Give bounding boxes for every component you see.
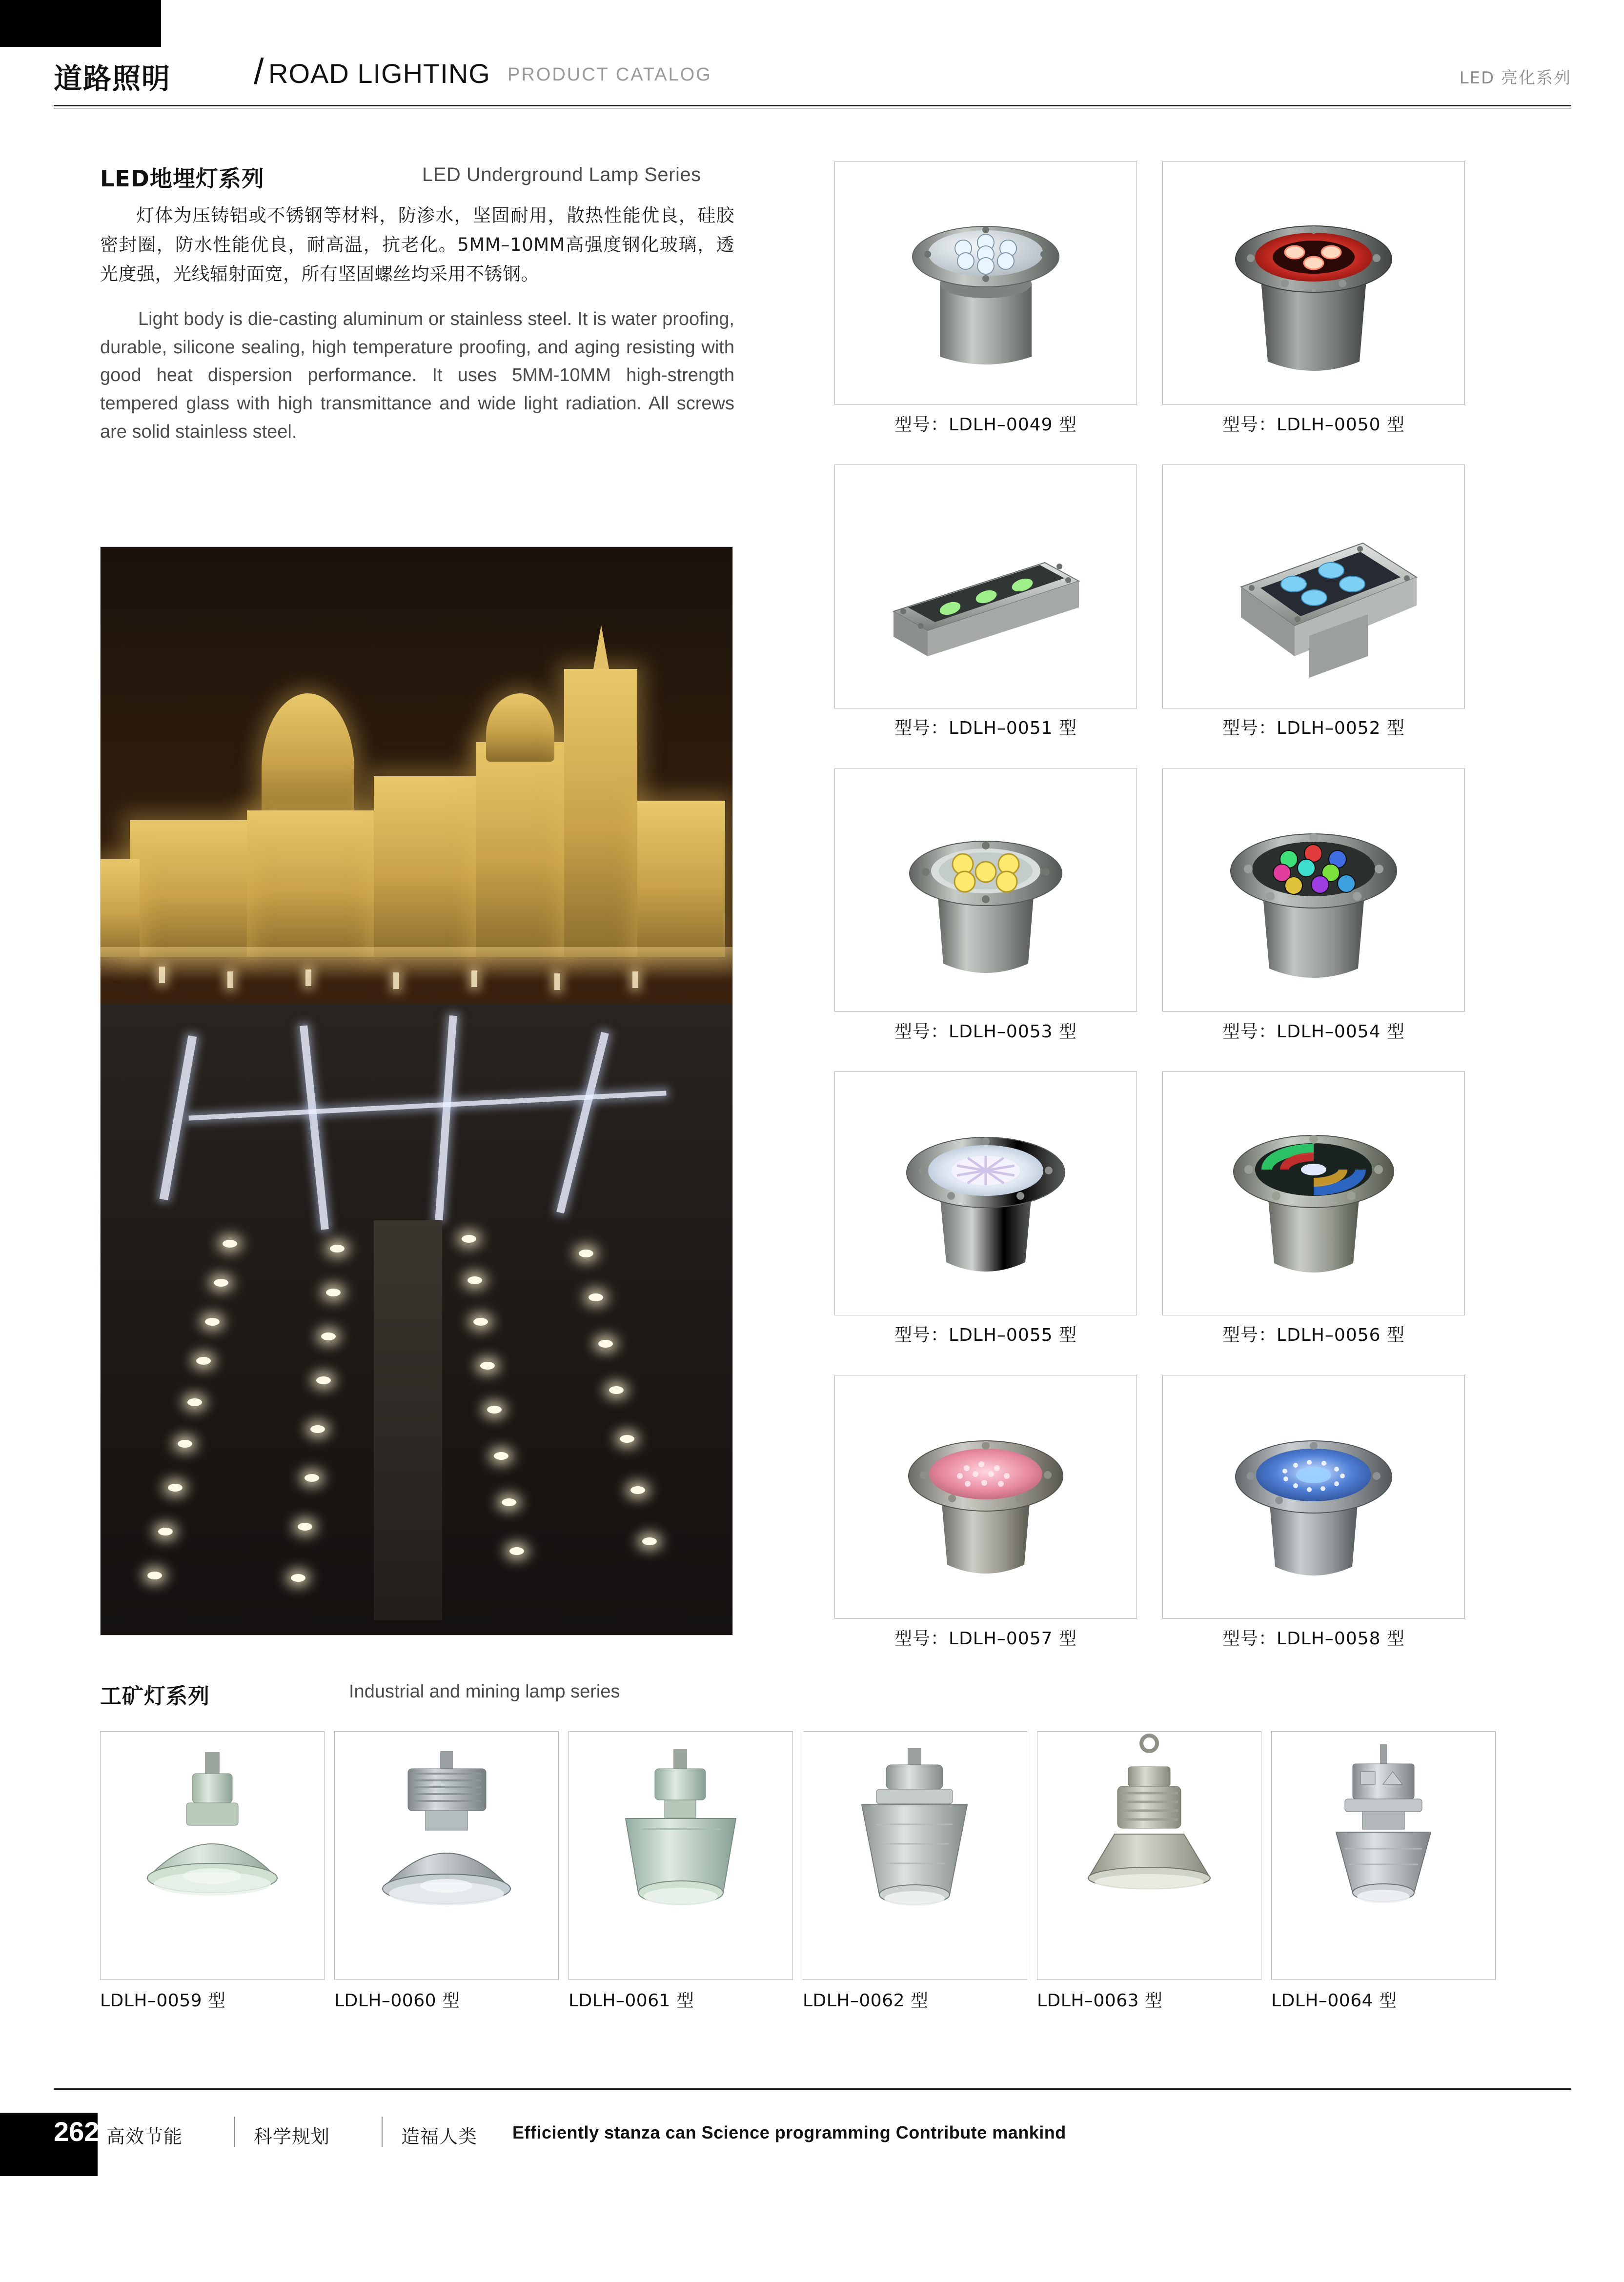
underground-section-title [100, 161, 759, 190]
product-caption: 型号：LDLH–0054 型 [1222, 1022, 1405, 1042]
product-image-0055 [834, 1071, 1137, 1315]
product-caption: LDLH–0064 型 [1271, 1991, 1397, 2011]
product-image-0057 [834, 1375, 1137, 1619]
product-cell[interactable] [834, 1375, 1137, 1649]
product-cell[interactable] [100, 1731, 325, 2011]
header-divider-thin [54, 108, 1571, 109]
industrial-title-en: Industrial and mining lamp series [349, 1681, 620, 1702]
product-caption: 型号：LDLH–0052 型 [1222, 718, 1405, 738]
product-cell[interactable] [1162, 464, 1465, 738]
lamp-art-round-rgb-swirl [1163, 1072, 1464, 1315]
product-cell[interactable] [1271, 1731, 1496, 2011]
product-caption: LDLH–0063 型 [1037, 1991, 1163, 2011]
lamp-art-round-blue-dense [1163, 1375, 1464, 1618]
industrial-product-grid [100, 1731, 1525, 2024]
description-cn: 灯体为压铸铝或不锈钢等材料，防渗水，坚固耐用，散热性能优良，硅胶密封圈，防水性能优良，耐高温，抗老化。5MM–10MM高强度钢化玻璃，透光度强，光线辐射面宽，所有坚固螺丝均采用不锈钢。 [100, 205, 734, 284]
industrial-section-title [100, 1678, 1271, 1708]
product-cell[interactable] [834, 464, 1137, 738]
lamp-art-highbay-dome-green [101, 1732, 324, 1979]
product-cell[interactable] [834, 161, 1137, 435]
lamp-art-round-star-white [835, 1072, 1137, 1315]
product-image-0052 [1162, 464, 1465, 708]
header-slash: / [254, 51, 264, 92]
product-caption: LDLH–0060 型 [334, 1991, 460, 2011]
product-image-0051 [834, 464, 1137, 708]
product-cell[interactable] [1162, 1375, 1465, 1649]
lamp-art-square-4led-blue [1163, 465, 1464, 708]
product-row [834, 1071, 1469, 1375]
lamp-art-round-7led-white [835, 162, 1137, 404]
product-caption: LDLH–0062 型 [803, 1991, 929, 2011]
underground-product-grid [834, 161, 1469, 1678]
product-caption: 型号：LDLH–0058 型 [1222, 1629, 1405, 1649]
product-caption: LDLH–0061 型 [568, 1991, 694, 2011]
header-corner-block [0, 0, 161, 47]
product-caption: 型号：LDLH–0056 型 [1222, 1325, 1405, 1345]
page-header [0, 47, 1624, 110]
header-title-cn: 道路照明 [54, 62, 171, 95]
lamp-art-round-5led-yellow [835, 768, 1137, 1011]
lamp-art-round-rgb-cluster [1163, 768, 1464, 1011]
product-caption: 型号：LDLH–0057 型 [894, 1629, 1077, 1649]
product-caption: 型号：LDLH–0055 型 [894, 1325, 1077, 1345]
underground-intro [100, 161, 759, 446]
footer-tagline-en: Efficiently stanza can Science programming Contribute mankind [512, 2122, 1066, 2142]
lamp-art-highbay-deep-green [569, 1732, 792, 1979]
section-title-cn: LED地埋灯系列 [100, 165, 264, 192]
product-caption: 型号：LDLH–0053 型 [894, 1022, 1077, 1042]
page-number: 262 [54, 2116, 100, 2147]
product-caption: 型号：LDLH–0049 型 [894, 415, 1077, 435]
product-image-0049 [834, 161, 1137, 405]
header-series-label: LED 亮化系列 [1459, 68, 1571, 88]
product-cell[interactable] [1162, 768, 1465, 1042]
product-caption: 型号：LDLH–0050 型 [1222, 415, 1405, 435]
product-image-0059 [100, 1731, 325, 1980]
description-en [100, 305, 734, 446]
product-cell[interactable] [334, 1731, 559, 2011]
product-image-0062 [803, 1731, 1027, 1980]
industrial-title-cn: 工矿灯系列 [100, 1684, 210, 1709]
description-en-text: Light body is die-casting aluminum or stainless steel. It is water proofing, durable, silicone sealing, high temperature proofing, and aging resisting with good heat dispersion performance. It uses 5MM-10MM high-strength tempered glass with high transmittance and wide light radiation. All screws are solid stainless steel. [100, 308, 734, 442]
footer-tagline-3: 造福人类 [401, 2126, 478, 2147]
product-image-0064 [1271, 1731, 1496, 1980]
hero-photo [100, 546, 733, 1636]
product-row [834, 1375, 1469, 1678]
lamp-art-highbay-bell-silver [803, 1732, 1027, 1979]
product-cell[interactable] [834, 1071, 1137, 1345]
product-image-0058 [1162, 1375, 1465, 1619]
product-image-0054 [1162, 768, 1465, 1012]
lamp-art-round-pink-dense [835, 1375, 1137, 1618]
product-cell[interactable] [803, 1731, 1027, 2011]
lamp-art-highbay-wide-finned [1037, 1732, 1261, 1979]
product-image-0061 [568, 1731, 793, 1980]
product-row [834, 161, 1469, 464]
footer-tagline-2: 科学规划 [254, 2126, 330, 2147]
lamp-art-highbay-tall-silver [1272, 1732, 1495, 1979]
header-subtitle: PRODUCT CATALOG [508, 64, 712, 85]
product-row [834, 768, 1469, 1071]
product-cell[interactable] [1037, 1731, 1261, 2011]
product-cell[interactable] [1162, 1071, 1465, 1345]
lamp-art-highbay-box-silver [335, 1732, 558, 1979]
product-image-0060 [334, 1731, 559, 1980]
product-cell[interactable] [1162, 161, 1465, 435]
product-cell[interactable] [834, 768, 1137, 1042]
product-cell[interactable] [568, 1731, 793, 2011]
product-image-0063 [1037, 1731, 1261, 1980]
product-image-0053 [834, 768, 1137, 1012]
header-divider [54, 105, 1571, 106]
footer-divider [54, 2088, 1571, 2090]
section-title-en: LED Underground Lamp Series [422, 164, 701, 185]
page-footer [54, 2113, 1571, 2171]
product-caption: 型号：LDLH–0051 型 [894, 718, 1077, 738]
header-title-en: ROAD LIGHTING [268, 58, 490, 89]
product-image-0050 [1162, 161, 1465, 405]
footer-separator [234, 2117, 235, 2147]
product-row [834, 464, 1469, 768]
lamp-art-round-red-ring [1163, 162, 1464, 404]
lamp-art-rect-3led-green [835, 465, 1137, 708]
product-caption: LDLH–0059 型 [100, 1991, 226, 2011]
footer-tagline-1: 高效节能 [106, 2126, 183, 2147]
footer-separator [382, 2117, 383, 2147]
product-image-0056 [1162, 1071, 1465, 1315]
